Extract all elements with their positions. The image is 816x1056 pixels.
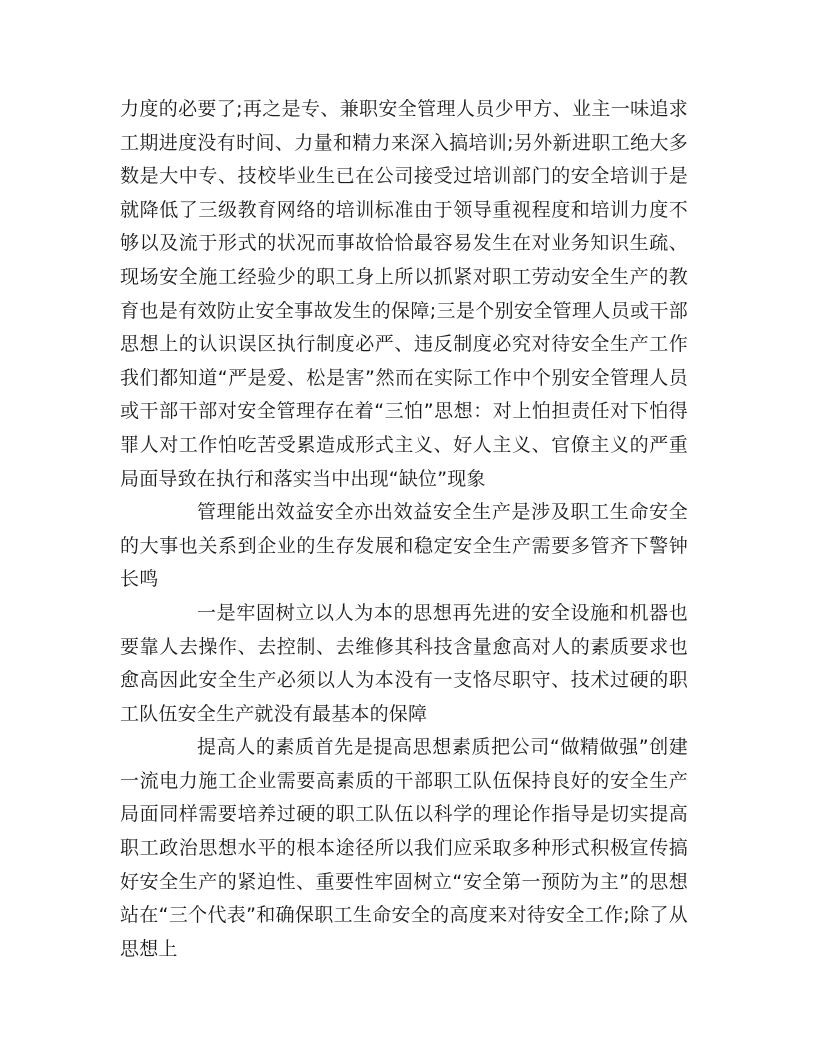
paragraph-1: 力度的必要了;再之是专、兼职安全管理人员少甲方、业主一味追求工期进度没有时间、力量和精力来深入搞培训;另外新进职工绝大多数是大中专、技校毕业生已在公司接受过培训部门的安全培训于是就降低了三级教育网络的培训标准由于领导重视程度和培训力度不够以及流于形式的状况而事故恰恰最容易发生在对业务知识生疏、现场安全施工经验少的职工身上所以抓紧对职工劳动安全生产的教育也是有效防止安全事故发生的保障;三是个别安全管理人员或干部思想上的认识误区执行制度必严、违反制度必究对待安全生产工作我们都知道“严是爱、松是害”然而在实际工作中个别安全管理人员或干部干部对安全管理存在着“三怕”思想：对上怕担责任对下怕得罪人对工作怕吃苦受累造成形式主义、好人主义、官僚主义的严重局面导致在执行和落实当中出现“缺位”现象 <box>120 98 688 490</box>
paragraph-4: 提高人的素质首先是提高思想素质把公司“做精做强”创建一流电力施工企业需要高素质的干部职工队伍保持良好的安全生产局面同样需要培养过硬的职工队伍以科学的理论作指导是切实提高职工政治思想水平的根本途径所以我们应采取多种形式积极宣传搞好安全生产的紧迫性、重要性牢固树立“安全第一预防为主”的思想站在“三个代表”和确保职工生命安全的高度来对待安全工作;除了从思想上 <box>120 736 688 960</box>
paragraph-3: 一是牢固树立以人为本的思想再先进的安全设施和机器也要靠人去操作、去控制、去维修其科技含量愈高对人的素质要求也愈高因此安全生产必须以人为本没有一支恪尽职守、技术过硬的职工队伍安全生产就没有最基本的保障 <box>120 601 688 725</box>
document-page <box>120 93 688 966</box>
paragraph-2: 管理能出效益安全亦出效益安全生产是涉及职工生命安全的大事也关系到企业的生存发展和稳定安全生产需要多管齐下警钟长鸣 <box>120 501 688 591</box>
